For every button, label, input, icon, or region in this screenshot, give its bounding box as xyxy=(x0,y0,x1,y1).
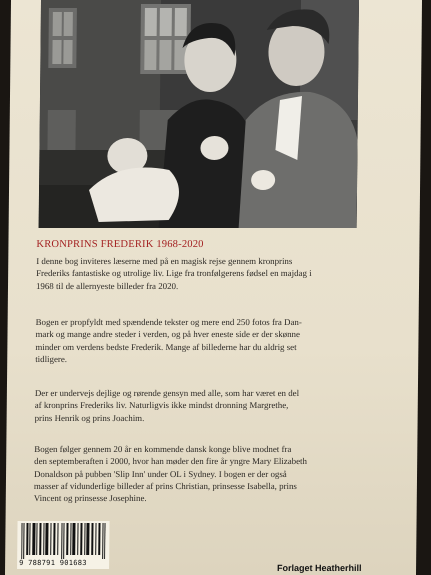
text-line: Vincent og prinsesse Josephine. xyxy=(33,493,147,504)
text-line: Frederiks fantastiske og utrolige liv. Lige fra tronfølgerens fødsel en majdag i xyxy=(36,268,312,279)
text-line: den septemberaften i 2000, hvor han møder den fire år yngre Mary Elizabeth xyxy=(34,456,308,467)
book-back-cover xyxy=(5,0,422,575)
cover-photo xyxy=(39,0,359,228)
text-line: tidligere. xyxy=(35,353,68,364)
paragraph-reunions xyxy=(35,387,375,424)
text-line: minder om verdens bedste Frederik. Mange af billederne har du aldrig set xyxy=(35,341,297,352)
paragraph-story xyxy=(34,443,375,504)
text-line: 1968 til de allernyeste billeder fra 2020. xyxy=(35,280,179,291)
publisher-name: Forlaget Heatherhill xyxy=(277,563,362,573)
book-title: KRONPRINS FREDERIK 1968-2020 xyxy=(36,239,204,250)
text-line: Der er undervejs dejlige og rørende gensyn med alle, som har været en del xyxy=(34,388,300,398)
barcode-bars xyxy=(21,523,105,559)
paragraph-intro xyxy=(36,255,376,292)
text-line: mark og mange andre steder i verden, og på hver eneste side er der skønne xyxy=(35,329,300,340)
paragraph-content xyxy=(35,316,376,365)
isbn-number: 9 788791 901683 xyxy=(19,559,87,567)
isbn-barcode xyxy=(17,521,110,569)
text-line: Bogen er propfyldt med spændende tekster og mere end 250 fotos fra Dan- xyxy=(35,317,302,327)
family-photo-illustration xyxy=(39,0,359,228)
text-line: af kronprins Frederiks liv. Naturligvis ikke mindst dronning Margrethe, xyxy=(34,400,289,411)
text-line: Donaldson på pubben 'Slip Inn' under OL i Sydney. I bogen er der også xyxy=(33,468,287,479)
text-line: masser af vidunderlige billeder af prins Christian, prinsesse Isabella, prins xyxy=(33,480,297,491)
text-line: I denne bog inviteres læserne med på en magisk rejse gennem kronprins xyxy=(36,256,293,266)
text-line: Bogen følger gennem 20 år en kommende dansk konge blive modnet fra xyxy=(34,444,292,454)
text-line: prins Henrik og prins Joachim. xyxy=(34,412,145,423)
